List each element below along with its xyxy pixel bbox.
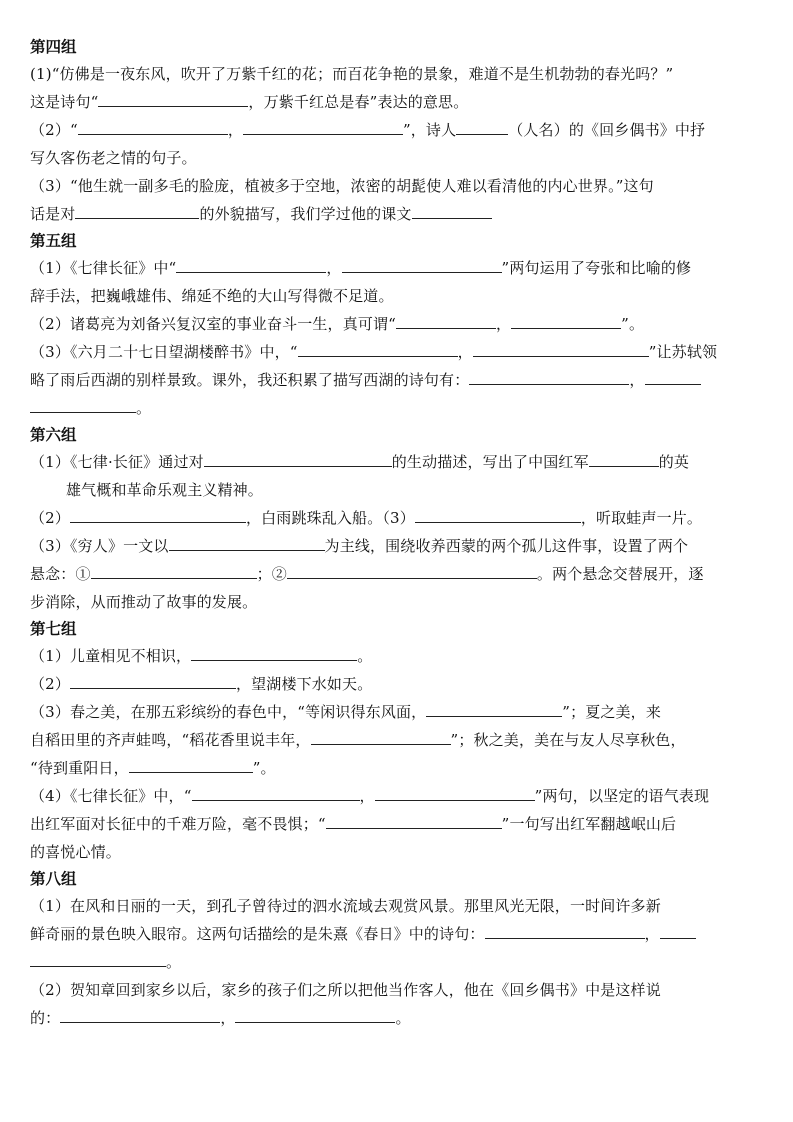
question-text: ，望湖楼下水如天。 xyxy=(236,675,373,693)
question-line xyxy=(30,338,770,366)
question-text: ，万紫千红总是春”表达的意思。 xyxy=(248,93,469,111)
group-title: 第八组 xyxy=(30,870,77,888)
question-text: ， xyxy=(457,343,473,361)
answer-blank[interactable] xyxy=(660,924,696,939)
question-line xyxy=(30,892,770,920)
question-text: 。 xyxy=(136,399,152,417)
question-line xyxy=(30,810,770,838)
question-text: (1)“仿佛是一夜东风，吹开了万紫千红的花；而百花争艳的景象，难道不是生机勃勃的春光吗？” xyxy=(30,65,674,83)
answer-blank[interactable] xyxy=(415,508,581,523)
answer-blank[interactable] xyxy=(91,564,257,579)
answer-blank[interactable] xyxy=(412,204,492,219)
question-text: ”一句写出红军翻越岷山后 xyxy=(501,815,677,833)
answer-blank[interactable] xyxy=(70,508,246,523)
question-text: （1）《七律·长征》通过对 xyxy=(30,453,204,471)
answer-blank[interactable] xyxy=(426,702,562,717)
question-line xyxy=(30,976,770,1004)
question-text: （3）《六月二十七日望湖楼醉书》中，“ xyxy=(30,343,298,361)
question-text: 的喜悦心情。 xyxy=(30,843,121,861)
answer-blank[interactable] xyxy=(243,120,403,135)
question-line xyxy=(30,920,770,948)
question-text: 写久客伤老之情的句子。 xyxy=(30,149,197,167)
question-text: （2）诸葛亮为刘备兴复汉室的事业奋斗一生，真可谓“ xyxy=(30,315,396,333)
question-line xyxy=(66,476,770,504)
answer-blank[interactable] xyxy=(473,342,649,357)
question-line xyxy=(30,144,770,172)
question-text: 。两个悬念交替展开，逐 xyxy=(536,565,704,583)
question-text: ， xyxy=(629,371,645,389)
question-text: “待到重阳日， xyxy=(30,759,129,777)
question-text: （2）“ xyxy=(30,121,78,139)
question-text: （1）《七律长征》中“ xyxy=(30,259,177,277)
question-line xyxy=(30,254,770,282)
question-text: 雄气概和革命乐观主义精神。 xyxy=(66,481,263,499)
question-text: （4）《七律长征》中，“ xyxy=(30,787,192,805)
question-line xyxy=(30,200,770,228)
question-line xyxy=(30,560,770,588)
answer-blank[interactable] xyxy=(75,204,199,219)
group-title: 第五组 xyxy=(30,232,77,250)
question-text: 为主线，围绕收养西蒙的两个孤儿这件事，设置了两个 xyxy=(324,537,689,555)
question-text: （2） xyxy=(30,675,70,693)
answer-blank[interactable] xyxy=(342,258,502,273)
question-line xyxy=(30,588,770,616)
question-line xyxy=(30,698,770,726)
question-text: ”让苏轼领 xyxy=(648,343,718,361)
question-line xyxy=(30,310,770,338)
question-line xyxy=(30,448,770,476)
question-line xyxy=(30,948,770,976)
question-text: 辞手法，把巍峨雄伟、绵延不绝的大山写得微不足道。 xyxy=(30,287,394,305)
group-title: 第七组 xyxy=(30,620,77,638)
question-text: 的外貌描写，我们学过他的课文 xyxy=(199,205,412,223)
answer-blank[interactable] xyxy=(204,452,392,467)
question-text: ， xyxy=(227,121,243,139)
question-text: 这是诗句“ xyxy=(30,93,99,111)
question-text: ”两句，以坚定的语气表现 xyxy=(534,787,710,805)
question-text: 鲜奇丽的景色映入眼帘。这两句话描绘的是朱熹《春日》中的诗句： xyxy=(30,925,485,943)
group-title: 第四组 xyxy=(30,38,77,56)
question-text: ”，诗人 xyxy=(402,121,457,139)
answer-blank[interactable] xyxy=(287,564,537,579)
answer-blank[interactable] xyxy=(169,536,325,551)
question-text: ”；夏之美，来 xyxy=(562,703,661,721)
question-text: （2） xyxy=(30,509,70,527)
question-line xyxy=(30,282,770,310)
question-line xyxy=(30,504,770,532)
question-text: 。 xyxy=(395,1009,411,1027)
question-line xyxy=(30,394,770,422)
question-line xyxy=(30,1004,770,1032)
question-text: ，白雨跳珠乱入船。（3） xyxy=(246,509,415,527)
question-text: ”。 xyxy=(252,759,276,777)
question-text: ， xyxy=(326,259,342,277)
question-text: ，听取蛙声一片。 xyxy=(580,509,703,527)
answer-blank[interactable] xyxy=(30,398,136,413)
answer-blank[interactable] xyxy=(469,370,629,385)
question-line xyxy=(30,642,770,670)
question-text: 自稻田里的齐声蛙鸣，“稻花香里说丰年， xyxy=(30,731,311,749)
question-text: （1）在风和日丽的一天，到孔子曾待过的泗水流域去观赏风景。那里风光无限，一时间许多新 xyxy=(30,897,661,915)
question-text: 的： xyxy=(30,1009,61,1027)
question-line xyxy=(30,366,770,394)
question-line xyxy=(30,172,770,200)
answer-blank[interactable] xyxy=(645,370,701,385)
answer-blank[interactable] xyxy=(60,1008,220,1023)
question-text: ， xyxy=(220,1009,236,1027)
answer-blank[interactable] xyxy=(298,342,458,357)
question-text: （2）贺知章回到家乡以后，家乡的孩子们之所以把他当作客人，他在《回乡偶书》中是这样说 xyxy=(30,981,661,999)
question-text: 。 xyxy=(357,647,373,665)
group-title: 第六组 xyxy=(30,426,77,444)
question-text: ”；秋之美，美在与友人尽享秋色， xyxy=(450,731,686,749)
question-text: 悬念：① xyxy=(30,565,91,583)
question-text: （3）春之美，在那五彩缤纷的春色中，“等闲识得东风面， xyxy=(30,703,427,721)
question-text: ， xyxy=(644,925,660,943)
worksheet xyxy=(22,34,770,1032)
question-line xyxy=(30,838,770,866)
question-text: 出红军面对长征中的千难万险，毫不畏惧；“ xyxy=(30,815,326,833)
answer-blank[interactable] xyxy=(191,646,357,661)
answer-blank[interactable] xyxy=(456,120,508,135)
question-text: ”。 xyxy=(621,315,645,333)
question-text: （3）《穷人》一文以 xyxy=(30,537,169,555)
question-text: 的生动描述，写出了中国红军 xyxy=(391,453,589,471)
answer-blank[interactable] xyxy=(396,314,496,329)
answer-blank[interactable] xyxy=(235,1008,395,1023)
answer-blank[interactable] xyxy=(326,814,502,829)
question-text: ， xyxy=(495,315,512,333)
question-text: ”两句运用了夸张和比喻的修 xyxy=(501,259,692,277)
question-text: （人名）的《回乡偶书》中抒 xyxy=(508,121,706,139)
question-text: 略了雨后西湖的别样景致。课外，我还积累了描写西湖的诗句有： xyxy=(30,371,470,389)
answer-blank[interactable] xyxy=(98,92,248,107)
answer-blank[interactable] xyxy=(78,120,228,135)
answer-blank[interactable] xyxy=(311,730,451,745)
question-text: （3）“他生就一副多毛的脸庞，植被多于空地，浓密的胡髭使人难以看清他的内心世界。”这句 xyxy=(30,177,654,195)
question-line xyxy=(30,532,770,560)
question-text: 。 xyxy=(166,953,182,971)
question-text: 话是对 xyxy=(30,205,76,223)
answer-blank[interactable] xyxy=(589,452,659,467)
answer-blank[interactable] xyxy=(192,786,360,801)
question-line xyxy=(30,782,770,810)
question-line xyxy=(30,726,770,754)
question-line xyxy=(30,60,770,88)
question-line xyxy=(30,88,770,116)
question-line xyxy=(30,670,770,698)
answer-blank[interactable] xyxy=(30,952,166,967)
question-text: 步消除，从而推动了故事的发展。 xyxy=(30,593,258,611)
question-text: ， xyxy=(359,787,375,805)
answer-blank[interactable] xyxy=(129,758,253,773)
question-text: （1）儿童相见不相识， xyxy=(30,647,192,665)
question-line xyxy=(30,116,770,144)
question-text: ；② xyxy=(256,565,287,583)
answer-blank[interactable] xyxy=(70,674,236,689)
answer-blank[interactable] xyxy=(375,786,535,801)
answer-blank[interactable] xyxy=(176,258,326,273)
answer-blank[interactable] xyxy=(511,314,621,329)
answer-blank[interactable] xyxy=(485,924,645,939)
question-line xyxy=(30,754,770,782)
question-text: 的英 xyxy=(658,453,690,471)
